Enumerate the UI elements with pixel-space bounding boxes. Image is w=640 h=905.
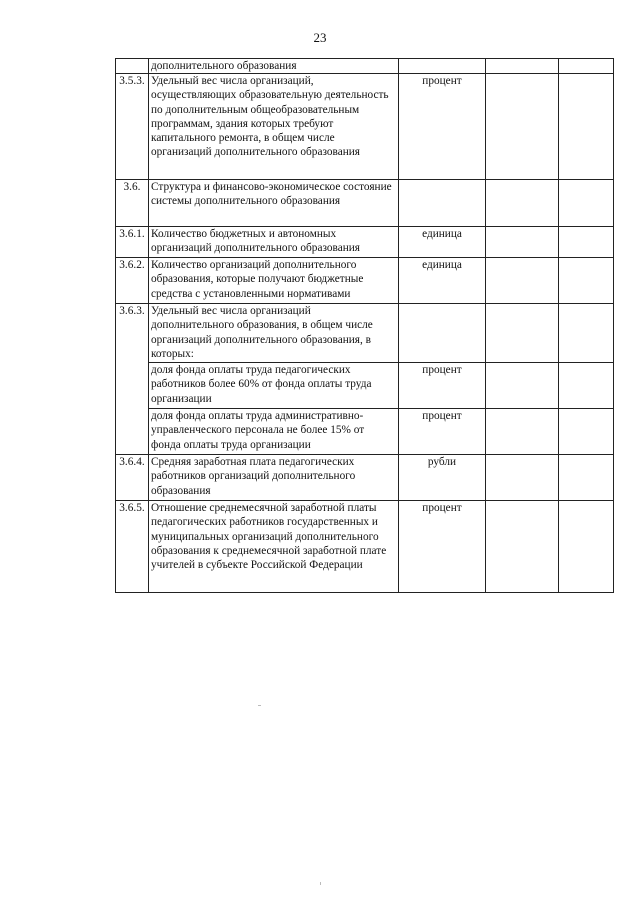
value-cell [486, 409, 559, 455]
unit-cell [399, 304, 486, 363]
page-number: 23 [313, 30, 327, 45]
sub-indicator-name: доля фонда оплаты труда административно-управленческого персонала не более 15% от фонда оплаты труда организации [149, 409, 399, 455]
value-cell [559, 501, 614, 593]
row-number: 3.6.1. [116, 227, 149, 258]
table-row [116, 74, 614, 180]
indicator-name: Средняя заработная плата педагогических работников организаций дополнительного образования [149, 455, 399, 501]
table-row [116, 180, 614, 227]
section-heading: Структура и финансово-экономическое состояние системы дополнительного образования [149, 180, 399, 227]
unit-cell: процент [399, 363, 486, 409]
table-row [116, 258, 614, 304]
scan-mark [320, 882, 321, 885]
unit-cell: рубли [399, 455, 486, 501]
value-cell [486, 59, 559, 74]
value-cell [486, 258, 559, 304]
value-cell [559, 258, 614, 304]
table-row [116, 227, 614, 258]
scan-mark [258, 705, 261, 706]
sub-indicator-name: доля фонда оплаты труда педагогических работников более 60% от фонда оплаты труда организации [149, 363, 399, 409]
unit-cell: единица [399, 258, 486, 304]
indicator-name: дополнительного образования [149, 59, 399, 74]
value-cell [486, 74, 559, 180]
value-cell [559, 59, 614, 74]
value-cell [559, 455, 614, 501]
value-cell [559, 227, 614, 258]
unit-cell [399, 180, 486, 227]
value-cell [486, 455, 559, 501]
value-cell [559, 180, 614, 227]
table-subrow [116, 363, 614, 409]
indicator-name: Удельный вес числа организаций, осуществляющих образовательную деятельность по дополнительным общеобразовательным программам, здания которых требуют капитального ремонта, в общем числе организаций дополнительного образования [149, 74, 399, 180]
value-cell [486, 363, 559, 409]
value-cell [486, 180, 559, 227]
value-cell [486, 227, 559, 258]
unit-cell: единица [399, 227, 486, 258]
indicator-name: Количество бюджетных и автономных организаций дополнительного образования [149, 227, 399, 258]
table-row [116, 59, 614, 74]
value-cell [559, 304, 614, 363]
unit-cell: процент [399, 74, 486, 180]
indicator-table [115, 58, 614, 593]
row-number: 3.6.4. [116, 455, 149, 501]
row-number: 3.6.2. [116, 258, 149, 304]
table-row [116, 455, 614, 501]
value-cell [486, 501, 559, 593]
row-number: 3.6.3. [116, 304, 149, 455]
indicator-name: Отношение среднемесячной заработной платы педагогических работников государственных и муниципальных организаций дополнительного образования к среднемесячной заработной плате учителей в субъекте Российской Федерации [149, 501, 399, 593]
unit-cell: процент [399, 501, 486, 593]
table-subrow [116, 409, 614, 455]
indicator-name: Количество организаций дополнительного образования, которые получают бюджетные средства с установленными нормативами [149, 258, 399, 304]
table-row [116, 304, 614, 363]
unit-cell [399, 59, 486, 74]
value-cell [559, 74, 614, 180]
table-row [116, 501, 614, 593]
row-number: 3.5.3. [116, 74, 149, 180]
row-number [116, 59, 149, 74]
value-cell [559, 409, 614, 455]
row-number: 3.6.5. [116, 501, 149, 593]
row-number: 3.6. [116, 180, 149, 227]
unit-cell: процент [399, 409, 486, 455]
value-cell [486, 304, 559, 363]
indicator-name: Удельный вес числа организаций дополнительного образования, в общем числе организаций дополнительного образования, в которых: [149, 304, 399, 363]
value-cell [559, 363, 614, 409]
